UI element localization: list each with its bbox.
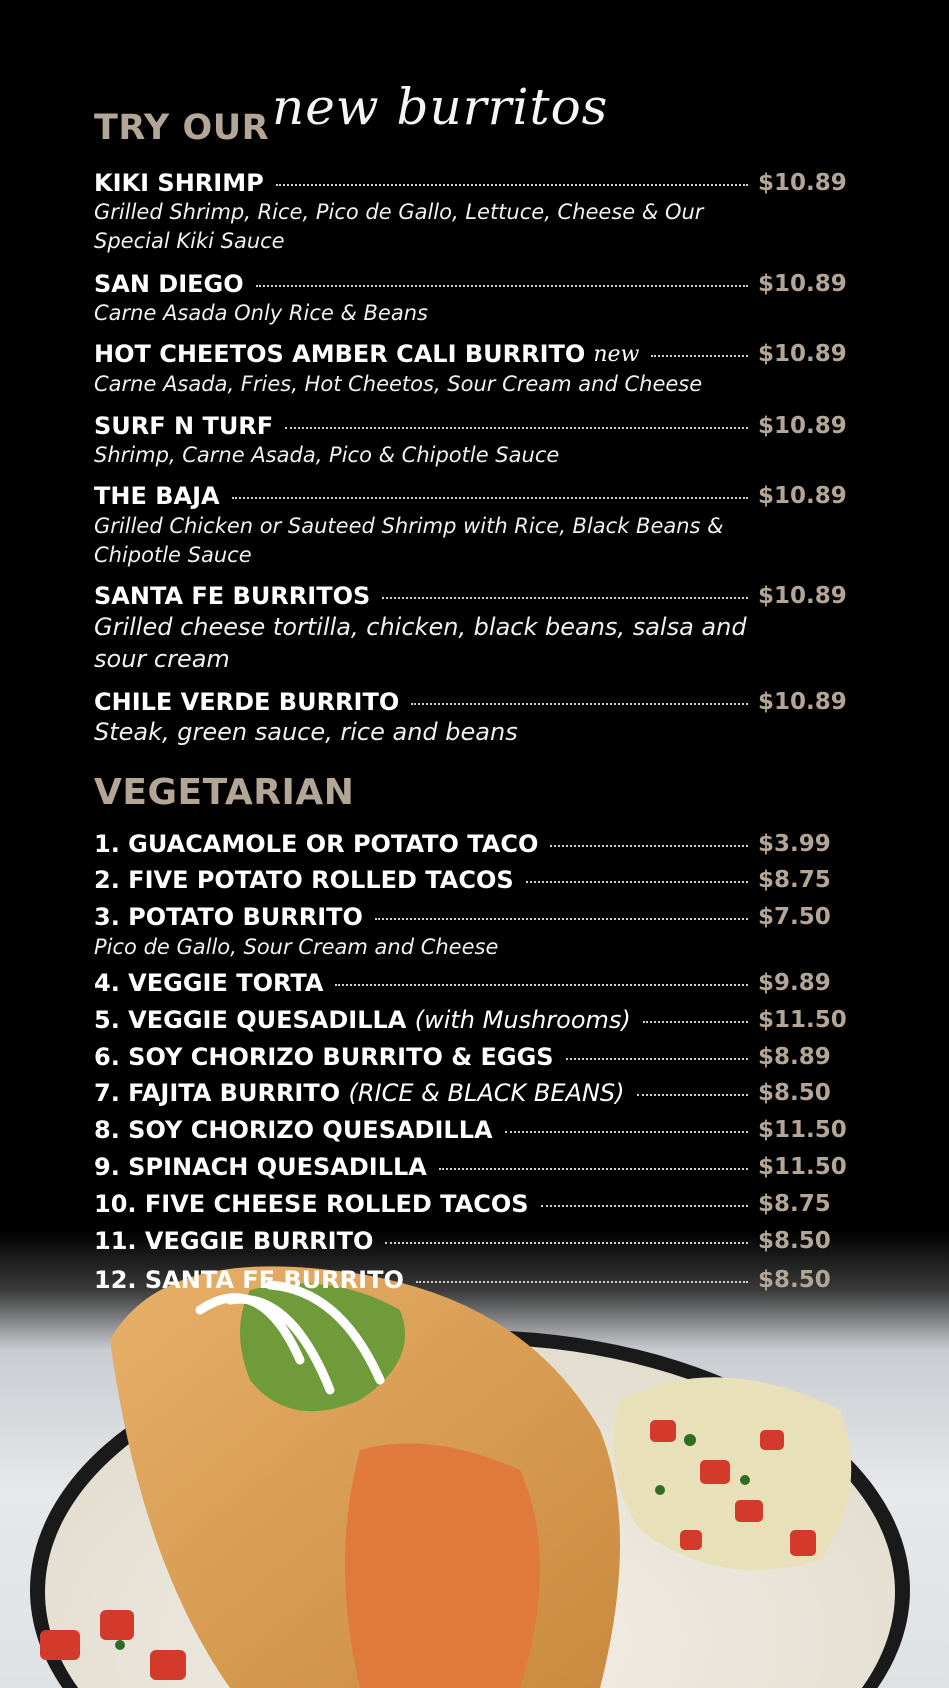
burritos-heading-prefix: TRY OUR — [94, 108, 270, 148]
item-price: $11.50 — [758, 1007, 847, 1033]
menu-item-veg-9 — [94, 1150, 846, 1184]
item-price: $3.99 — [758, 831, 831, 857]
new-badge: new — [593, 341, 640, 367]
item-name: SANTA FE BURRITOS — [94, 582, 371, 610]
menu-item-san-diego — [94, 267, 846, 301]
leader-dots — [643, 1021, 748, 1023]
item-price: $10.89 — [758, 583, 847, 609]
menu-item-chile-verde — [94, 685, 846, 719]
item-price: $11.50 — [758, 1117, 847, 1143]
leader-dots — [526, 881, 748, 883]
leader-dots — [382, 597, 748, 599]
item-description: Grilled cheese tortilla, chicken, black beans, salsa and sour cream — [94, 613, 747, 673]
item-note: (RICE & BLACK BEANS) — [348, 1079, 625, 1107]
menu-item-veg-8 — [94, 1113, 846, 1147]
item-description: Grilled Chicken or Sauteed Shrimp with Rice, Black Beans & Chipotle Sauce — [94, 514, 724, 567]
leader-dots — [256, 285, 748, 287]
item-description: Grilled Shrimp, Rice, Pico de Gallo, Lettuce, Cheese & Our Special Kiki Sauce — [94, 200, 704, 253]
menu-item-veg-6 — [94, 1040, 846, 1074]
leader-dots — [285, 427, 748, 429]
menu-item-veg-11 — [94, 1224, 846, 1258]
leader-dots — [550, 845, 748, 847]
rice-filling — [345, 1443, 540, 1688]
item-name: 10. FIVE CHEESE ROLLED TACOS — [94, 1190, 529, 1218]
menu-item-veg-10 — [94, 1187, 846, 1221]
menu-item-santa-fe-burritos — [94, 579, 846, 613]
item-description: Carne Asada Only Rice & Beans — [94, 301, 428, 325]
item-name: CHILE VERDE BURRITO — [94, 688, 400, 716]
burritos-heading-script: new burritos — [272, 78, 609, 136]
item-price: $8.75 — [758, 1191, 831, 1217]
item-price: $7.50 — [758, 904, 831, 930]
item-name-text: 5. VEGGIE QUESADILLA — [94, 1006, 407, 1034]
leader-dots — [439, 1168, 748, 1170]
leader-dots — [385, 1242, 748, 1244]
menu-item-veg-5 — [94, 1003, 846, 1037]
item-price: $10.89 — [758, 271, 847, 297]
menu-item-veg-3 — [94, 900, 846, 934]
menu-item-veg-1 — [94, 827, 846, 861]
leader-dots — [411, 703, 748, 705]
burrito-plate-illustration — [0, 1230, 949, 1688]
item-name: THE BAJA — [94, 482, 220, 510]
menu-item-hot-cheetos — [94, 337, 846, 371]
item-price: $10.89 — [758, 483, 847, 509]
leader-dots — [276, 184, 748, 186]
item-name: SURF N TURF — [94, 412, 274, 440]
menu-item-veg-4 — [94, 966, 846, 1000]
item-price: $8.89 — [758, 1044, 831, 1070]
item-name — [94, 1079, 625, 1107]
leader-dots — [651, 355, 748, 357]
leader-dots — [416, 1281, 748, 1283]
menu-item-the-baja — [94, 479, 846, 513]
leader-dots — [541, 1205, 748, 1207]
item-price: $8.50 — [758, 1228, 831, 1254]
item-price: $10.89 — [758, 413, 847, 439]
menu-item-kiki-shrimp — [94, 166, 846, 200]
menu-item-veg-7 — [94, 1076, 846, 1110]
item-price: $9.89 — [758, 970, 831, 996]
item-name: 2. FIVE POTATO ROLLED TACOS — [94, 866, 514, 894]
item-description: Shrimp, Carne Asada, Pico & Chipotle Sauce — [94, 443, 560, 467]
item-name: 3. POTATO BURRITO — [94, 903, 363, 931]
menu-item-veg-2 — [94, 863, 846, 897]
item-name: 1. GUACAMOLE OR POTATO TACO — [94, 830, 539, 858]
item-price: $8.50 — [758, 1267, 831, 1293]
item-name: 9. SPINACH QUESADILLA — [94, 1153, 427, 1181]
item-name: 12. SANTA FE BURRITO — [94, 1266, 404, 1294]
item-name-text: 7. FAJITA BURRITO — [94, 1079, 341, 1107]
item-description: Steak, green sauce, rice and beans — [94, 718, 518, 746]
item-description: Carne Asada, Fries, Hot Cheetos, Sour Cream and Cheese — [94, 372, 703, 396]
vegetarian-heading: VEGETARIAN — [94, 772, 355, 813]
item-price: $10.89 — [758, 341, 847, 367]
menu-item-surf-n-turf — [94, 409, 846, 443]
item-name: 6. SOY CHORIZO BURRITO & EGGS — [94, 1043, 554, 1071]
item-description: Pico de Gallo, Sour Cream and Cheese — [94, 935, 499, 959]
item-name: HOT CHEETOS AMBER CALI BURRITO — [94, 340, 586, 368]
leader-dots — [566, 1058, 748, 1060]
leader-dots — [637, 1094, 749, 1096]
item-price: $10.89 — [758, 689, 847, 715]
menu-item-veg-12 — [94, 1263, 846, 1297]
item-name: KIKI SHRIMP — [94, 169, 264, 197]
item-price: $8.50 — [758, 1080, 831, 1106]
item-price: $11.50 — [758, 1154, 847, 1180]
item-name: 4. VEGGIE TORTA — [94, 969, 324, 997]
item-name: SAN DIEGO — [94, 270, 244, 298]
item-name: 11. VEGGIE BURRITO — [94, 1227, 374, 1255]
leader-dots — [335, 984, 748, 986]
leader-dots — [232, 497, 748, 499]
item-price: $8.75 — [758, 867, 831, 893]
item-name: 8. SOY CHORIZO QUESADILLA — [94, 1116, 493, 1144]
leader-dots — [505, 1131, 748, 1133]
leader-dots — [375, 918, 748, 920]
item-price: $10.89 — [758, 170, 847, 196]
burrito-plate-photo — [0, 1230, 949, 1688]
item-note: (with Mushrooms) — [414, 1006, 631, 1034]
item-name — [94, 1006, 631, 1034]
